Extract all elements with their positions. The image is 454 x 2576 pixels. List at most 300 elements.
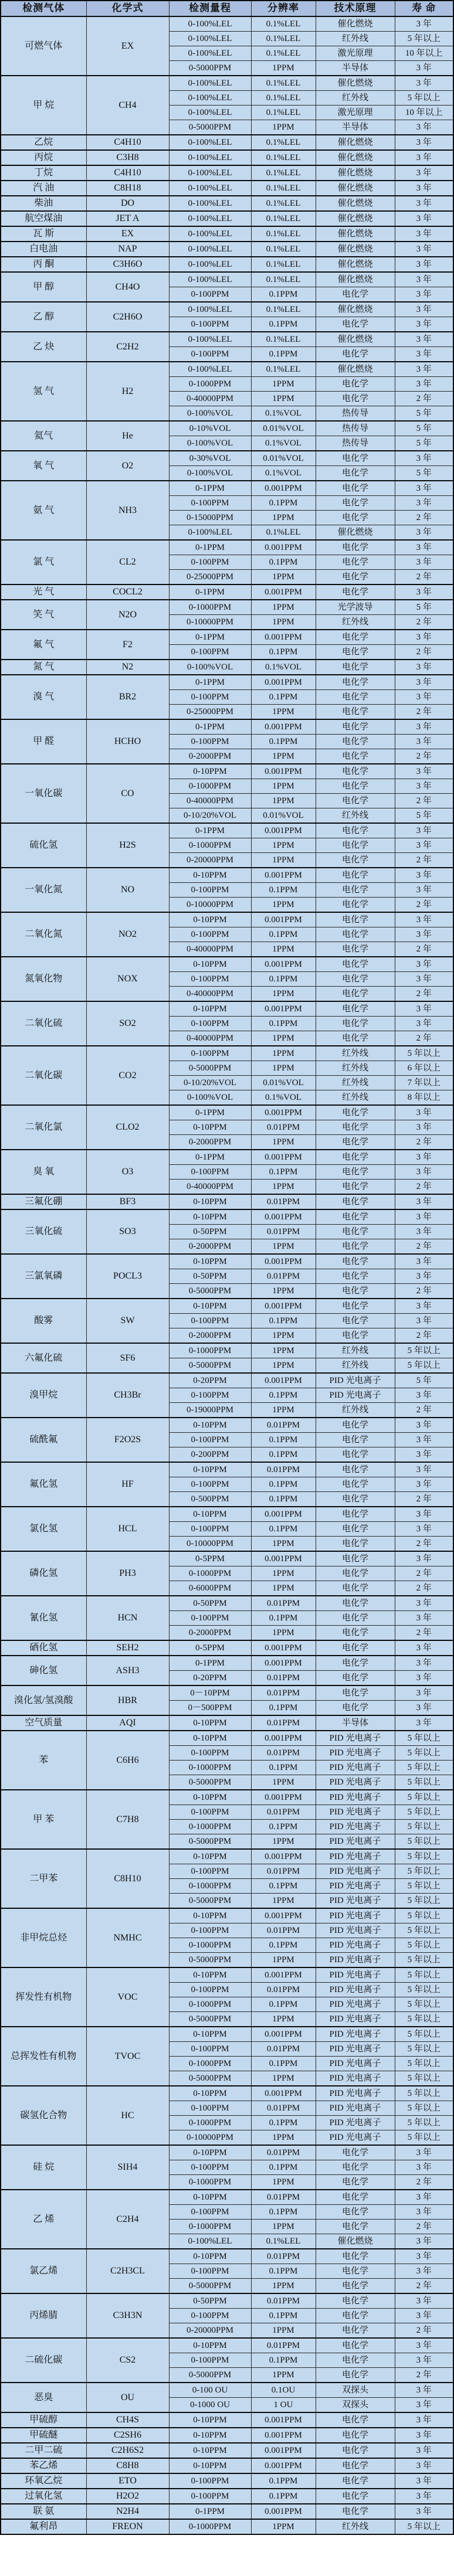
lifetime-cell: 3 年 (395, 2293, 453, 2309)
range-cell: 0-10/20%VOL (169, 1076, 251, 1090)
lifetime-cell: 5 年以上 (395, 1864, 453, 1879)
principle-cell: PID 光电离子 (316, 1923, 395, 1938)
resolution-cell: 0.1%LEL (251, 32, 316, 46)
range-cell: 0-100%LEL (169, 257, 251, 272)
range-cell: 0-2000PPM (169, 749, 251, 764)
table-row (1, 1967, 453, 1983)
principle-cell: PID 光电离子 (316, 1864, 395, 1879)
resolution-cell: 1PPM (251, 749, 316, 764)
range-cell: 0-100PPM (169, 1046, 251, 1061)
range-cell: 0-200PPM (169, 1447, 251, 1463)
principle-cell: 电化学 (316, 1120, 395, 1135)
resolution-cell: 1PPM (251, 1775, 316, 1790)
resolution-cell: 0.1PPM (251, 1477, 316, 1492)
range-cell: 0-19000PPM (169, 1403, 251, 1418)
resolution-cell: 0.1PPM (251, 1997, 316, 2012)
principle-cell: 电化学 (316, 660, 395, 675)
resolution-cell: 0.1%LEL (251, 242, 316, 257)
lifetime-cell: 5 年以上 (395, 2130, 453, 2146)
lifetime-cell: 2 年 (395, 1626, 453, 1641)
range-cell: 0-100%VOL (169, 466, 251, 481)
gas-name-cell: 三氧化硫 (1, 1209, 86, 1254)
resolution-cell: 1PPM (251, 2323, 316, 2339)
principle-cell: 电化学 (316, 2264, 395, 2279)
formula-cell: O2 (86, 451, 169, 481)
lifetime-cell: 5 年以上 (395, 2057, 453, 2071)
principle-cell: 催化燃烧 (316, 181, 395, 196)
principle-cell: PID 光电离子 (316, 2086, 395, 2101)
lifetime-cell: 3 年 (395, 211, 453, 226)
range-cell: 0-40000PPM (169, 392, 251, 406)
gas-name-cell: 空气质量 (1, 1715, 86, 1731)
header-row (1, 1, 453, 16)
range-cell: 0-20000PPM (169, 2323, 251, 2339)
range-cell: 0-1PPM (169, 2504, 251, 2519)
lifetime-cell: 3 年 (395, 272, 453, 287)
table-row (1, 719, 453, 735)
header-resolution: 分辨率 (251, 1, 316, 16)
resolution-cell: 1PPM (251, 2220, 316, 2234)
range-cell: 0-10PPM (169, 1209, 251, 1225)
principle-cell: 红外线 (316, 32, 395, 46)
lifetime-cell: 5 年以上 (395, 91, 453, 106)
lifetime-cell: 3 年 (395, 1150, 453, 1165)
principle-cell: 电化学 (316, 2279, 395, 2294)
range-cell: 0-100PPM (169, 2264, 251, 2279)
formula-cell: CH4O (86, 272, 169, 302)
principle-cell: 电化学 (316, 451, 395, 466)
gas-name-cell: 环氧乙烷 (1, 2473, 86, 2489)
principle-cell: 电化学 (316, 1566, 395, 1581)
table-row (1, 2489, 453, 2504)
resolution-cell: 0.001PPM (251, 2412, 316, 2428)
resolution-cell: 1PPM (251, 2012, 316, 2027)
lifetime-cell: 2 年 (395, 1239, 453, 1255)
principle-cell: 电化学 (316, 570, 395, 585)
lifetime-cell: 3 年 (395, 1477, 453, 1492)
range-cell: 0-1PPM (169, 1150, 251, 1165)
range-cell: 0-20PPM (169, 1373, 251, 1388)
range-cell: 0-100%LEL (169, 181, 251, 196)
range-cell: 0-1PPM (169, 1105, 251, 1120)
lifetime-cell: 5 年以上 (395, 1820, 453, 1834)
formula-cell: N2H4 (86, 2504, 169, 2519)
range-cell: 0-100%LEL (169, 32, 251, 46)
formula-cell: C2H3CL (86, 2249, 169, 2293)
table-row (1, 2190, 453, 2205)
lifetime-cell: 3 年 (395, 1611, 453, 1626)
resolution-cell: 0.01%VOL (251, 808, 316, 824)
principle-cell: 电化学 (316, 2489, 395, 2504)
formula-cell: C2H6O (86, 302, 169, 332)
principle-cell: 电化学 (316, 868, 395, 883)
principle-cell: 电化学 (316, 883, 395, 898)
resolution-cell: 0.1PPM (251, 555, 316, 570)
range-cell: 0-40000PPM (169, 1031, 251, 1046)
range-cell: 0-1PPM (169, 540, 251, 555)
range-cell: 0-10PPM (169, 1849, 251, 1864)
resolution-cell: 0.01PPM (251, 2190, 316, 2205)
principle-cell: 电化学 (316, 838, 395, 853)
principle-cell: 催化燃烧 (316, 165, 395, 181)
range-cell: 0-25000PPM (169, 705, 251, 720)
range-cell: 0-1000PPM (169, 2116, 251, 2130)
formula-cell: SEH2 (86, 1640, 169, 1656)
lifetime-cell: 3 年 (395, 1596, 453, 1611)
formula-cell: NH3 (86, 481, 169, 540)
principle-cell: 催化燃烧 (316, 16, 395, 32)
gas-name-cell: 瓦 斯 (1, 226, 86, 242)
lifetime-cell: 3 年 (395, 2504, 453, 2519)
gas-name-cell: 氧 气 (1, 451, 86, 481)
lifetime-cell: 2 年 (395, 645, 453, 660)
formula-cell: C8H10 (86, 1849, 169, 1908)
resolution-cell: 1PPM (251, 779, 316, 794)
range-cell: 0-1PPM (169, 630, 251, 645)
range-cell: 0-100PPM (169, 555, 251, 570)
range-cell: 0-100PPM (169, 1923, 251, 1938)
lifetime-cell: 3 年 (395, 823, 453, 838)
lifetime-cell: 5 年以上 (395, 1790, 453, 1805)
formula-cell: COCL2 (86, 584, 169, 600)
principle-cell: 电化学 (316, 1328, 395, 1344)
resolution-cell: 1PPM (251, 1031, 316, 1046)
lifetime-cell: 5 年 (395, 808, 453, 824)
resolution-cell: 0.1%LEL (251, 302, 316, 317)
gas-name-cell: 氯化氢 (1, 1507, 86, 1551)
gas-name-cell: 甲硫醇 (1, 2412, 86, 2428)
formula-cell: NO2 (86, 912, 169, 957)
lifetime-cell: 2 年 (395, 749, 453, 764)
principle-cell: PID 光电离子 (316, 1983, 395, 1997)
lifetime-cell: 3 年 (395, 1715, 453, 1731)
lifetime-cell: 3 年 (395, 1209, 453, 1225)
resolution-cell: 0.01PPM (251, 1746, 316, 1761)
lifetime-cell: 5 年 (395, 406, 453, 422)
range-cell: 0-1000PPM (169, 2175, 251, 2190)
principle-cell: 红外线 (316, 2519, 395, 2534)
table-row (1, 660, 453, 675)
gas-name-cell: 甲 醛 (1, 719, 86, 764)
formula-cell: C2H6S2 (86, 2443, 169, 2458)
resolution-cell: 0.001PPM (251, 719, 316, 735)
principle-cell: 催化燃烧 (316, 272, 395, 287)
range-cell: 0-10PPM (169, 1462, 251, 1477)
range-cell: 0-100PPM (169, 2101, 251, 2116)
range-cell: 0-5PPM (169, 1640, 251, 1656)
range-cell: 0-2000PPM (169, 1328, 251, 1344)
resolution-cell: 0.01PPM (251, 1685, 316, 1701)
table-row (1, 257, 453, 272)
lifetime-cell: 5 年以上 (395, 1967, 453, 1983)
resolution-cell: 0.01%VOL (251, 451, 316, 466)
resolution-cell: 0.1PPM (251, 927, 316, 942)
range-cell: 0-40000PPM (169, 794, 251, 808)
range-cell: 0-1PPM (169, 1656, 251, 1671)
gas-name-cell: 氯乙烯 (1, 2249, 86, 2293)
resolution-cell: 1PPM (251, 1894, 316, 1909)
resolution-cell: 1PPM (251, 61, 316, 76)
lifetime-cell: 5 年以上 (395, 1834, 453, 1850)
principle-cell: 光学波导 (316, 600, 395, 615)
principle-cell: 电化学 (316, 496, 395, 511)
lifetime-cell: 3 年 (395, 957, 453, 972)
principle-cell: 红外线 (316, 1090, 395, 1106)
lifetime-cell: 3 年 (395, 1462, 453, 1477)
range-cell: 0-40000PPM (169, 1180, 251, 1195)
lifetime-cell: 5 年以上 (395, 1761, 453, 1775)
range-cell: 0-5000PPM (169, 120, 251, 135)
resolution-cell: 0.1PPM (251, 735, 316, 749)
principle-cell: PID 光电离子 (316, 1967, 395, 1983)
lifetime-cell: 5 年以上 (395, 1938, 453, 1953)
range-cell: 0-100PPM (169, 883, 251, 898)
resolution-cell: 0.001PPM (251, 1209, 316, 1225)
lifetime-cell: 2 年 (395, 2368, 453, 2383)
lifetime-cell: 3 年 (395, 481, 453, 496)
formula-cell: SO2 (86, 1001, 169, 1046)
principle-cell: 催化燃烧 (316, 196, 395, 211)
resolution-cell: 0.1PPM (251, 317, 316, 332)
lifetime-cell: 5 年 (395, 436, 453, 451)
resolution-cell: 0.1PPM (251, 2264, 316, 2279)
resolution-cell: 0.01PPM (251, 2145, 316, 2160)
principle-cell: PID 光电离子 (316, 2012, 395, 2027)
principle-cell: PID 光电离子 (316, 1820, 395, 1834)
principle-cell: 红外线 (316, 91, 395, 106)
resolution-cell: 0.01PPM (251, 2101, 316, 2116)
table-row (1, 540, 453, 555)
table-row (1, 135, 453, 150)
principle-cell: PID 光电离子 (316, 1834, 395, 1850)
formula-cell: EX (86, 226, 169, 242)
resolution-cell: 0.1PPM (251, 645, 316, 660)
range-cell: 0-5000PPM (169, 1953, 251, 1968)
range-cell: 0-100%LEL (169, 226, 251, 242)
lifetime-cell: 3 年 (395, 1388, 453, 1403)
principle-cell: 电化学 (316, 779, 395, 794)
range-cell: 0-1000PPM (169, 1997, 251, 2012)
lifetime-cell: 3 年 (395, 584, 453, 600)
range-cell: 0-100%LEL (169, 362, 251, 377)
lifetime-cell: 5 年以上 (395, 32, 453, 46)
lifetime-cell: 5 年以上 (395, 1343, 453, 1358)
gas-name-cell: 磷化氢 (1, 1551, 86, 1596)
resolution-cell: 0.1%LEL (251, 525, 316, 541)
principle-cell: 电化学 (316, 1507, 395, 1522)
lifetime-cell: 2 年 (395, 1403, 453, 1418)
resolution-cell: 0.1PPM (251, 2353, 316, 2368)
range-cell: 0-10PPM (169, 2145, 251, 2160)
principle-cell: 电化学 (316, 1522, 395, 1537)
principle-cell: PID 光电离子 (316, 2057, 395, 2071)
table-row (1, 1656, 453, 1671)
gas-name-cell: 酸雾 (1, 1299, 86, 1343)
principle-cell: 电化学 (316, 987, 395, 1002)
principle-cell: 电化学 (316, 749, 395, 764)
lifetime-cell: 5 年以上 (395, 1953, 453, 1968)
resolution-cell: 0.01PPM (251, 1462, 316, 1477)
lifetime-cell: 5 年以上 (395, 1046, 453, 1061)
resolution-cell: 1PPM (251, 2279, 316, 2294)
range-cell: 0-10PPM (169, 868, 251, 883)
principle-cell: 电化学 (316, 2175, 395, 2190)
resolution-cell: 0.1%LEL (251, 362, 316, 377)
resolution-cell: 0.001PPM (251, 2458, 316, 2473)
range-cell: 0-100%LEL (169, 46, 251, 61)
resolution-cell: 0.01%VOL (251, 421, 316, 436)
formula-cell: BR2 (86, 675, 169, 719)
lifetime-cell: 2 年 (395, 2220, 453, 2234)
range-cell: 0-10PPM (169, 1194, 251, 1209)
principle-cell: 电化学 (316, 2338, 395, 2353)
principle-cell: 电化学 (316, 2293, 395, 2309)
lifetime-cell: 3 年 (395, 257, 453, 272)
principle-cell: 电化学 (316, 927, 395, 942)
range-cell: 0-100%LEL (169, 16, 251, 32)
lifetime-cell: 5 年以上 (395, 1908, 453, 1923)
gas-name-cell: 过氧化氢 (1, 2489, 86, 2504)
gas-name-cell: 二氧化氯 (1, 1105, 86, 1150)
gas-name-cell: 溴甲烷 (1, 1373, 86, 1418)
resolution-cell: 0.1PPM (251, 1820, 316, 1834)
resolution-cell: 0.01PPM (251, 1983, 316, 1997)
lifetime-cell: 3 年 (395, 735, 453, 749)
resolution-cell: 1PPM (251, 1135, 316, 1150)
lifetime-cell: 3 年 (395, 838, 453, 853)
gas-name-cell: 二氧化硫 (1, 1001, 86, 1046)
range-cell: 0-100PPM (169, 347, 251, 362)
principle-cell: 电化学 (316, 1656, 395, 1671)
gas-name-cell: 丁烷 (1, 165, 86, 181)
principle-cell: PID 光电离子 (316, 1849, 395, 1864)
range-cell: 0-10PPM (169, 2190, 251, 2205)
principle-cell: 电化学 (316, 2368, 395, 2383)
principle-cell: 红外线 (316, 1061, 395, 1076)
gas-name-cell: 二硫化碳 (1, 2338, 86, 2383)
resolution-cell: 0.1PPM (251, 1492, 316, 1507)
table-row (1, 1715, 453, 1731)
table-body (1, 16, 453, 2534)
table-row (1, 1373, 453, 1388)
lifetime-cell: 5 年以上 (395, 1894, 453, 1909)
range-cell: 0-100PPM (169, 2042, 251, 2057)
resolution-cell: 0.1PPM (251, 2160, 316, 2175)
principle-cell: 电化学 (316, 1581, 395, 1596)
resolution-cell: 0.001PPM (251, 1731, 316, 1746)
range-cell: 0-5000PPM (169, 1358, 251, 1374)
resolution-cell: 0.1%LEL (251, 211, 316, 226)
lifetime-cell: 3 年 (395, 1314, 453, 1328)
resolution-cell: 0.1%LEL (251, 332, 316, 347)
resolution-cell: 0.001PPM (251, 1551, 316, 1566)
table-row (1, 823, 453, 838)
resolution-cell: 0.001PPM (251, 1656, 316, 1671)
lifetime-cell: 3 年 (395, 150, 453, 165)
formula-cell: JET A (86, 211, 169, 226)
gas-name-cell: 二氧化碳 (1, 1046, 86, 1105)
principle-cell: 电化学 (316, 675, 395, 690)
table-row (1, 2458, 453, 2473)
resolution-cell: 0.01PPM (251, 1269, 316, 1284)
principle-cell: 电化学 (316, 853, 395, 868)
range-cell: 0-10/20%VOL (169, 808, 251, 824)
lifetime-cell: 3 年 (395, 2383, 453, 2398)
range-cell: 0-100%LEL (169, 302, 251, 317)
range-cell: 0-100%VOL (169, 1090, 251, 1106)
resolution-cell: 1PPM (251, 570, 316, 585)
lifetime-cell: 3 年 (395, 16, 453, 32)
table-row (1, 451, 453, 466)
range-cell: 0-10PPM (169, 2412, 251, 2428)
formula-cell: F2O2S (86, 1418, 169, 1462)
principle-cell: PID 光电离子 (316, 1938, 395, 1953)
gas-name-cell: 笑 气 (1, 600, 86, 630)
resolution-cell: 0.1PPM (251, 883, 316, 898)
resolution-cell: 0.1%LEL (251, 150, 316, 165)
lifetime-cell: 2 年 (395, 794, 453, 808)
principle-cell: 双探头 (316, 2383, 395, 2398)
principle-cell: 电化学 (316, 912, 395, 927)
range-cell: 0-20PPM (169, 1671, 251, 1686)
resolution-cell: 0.1PPM (251, 2057, 316, 2071)
resolution-cell: 1PPM (251, 898, 316, 913)
formula-cell: CS2 (86, 2338, 169, 2383)
principle-cell: 电化学 (316, 2504, 395, 2519)
principle-cell: PID 光电离子 (316, 1761, 395, 1775)
resolution-cell: 0.001PPM (251, 868, 316, 883)
resolution-cell: 1PPM (251, 1180, 316, 1195)
principle-cell: 电化学 (316, 287, 395, 303)
resolution-cell: 1PPM (251, 2519, 316, 2534)
resolution-cell: 0.01PPM (251, 1418, 316, 1433)
resolution-cell: 0.001PPM (251, 1967, 316, 1983)
range-cell: 0-5000PPM (169, 1894, 251, 1909)
table-row (1, 630, 453, 645)
gas-name-cell: 三氯氧磷 (1, 1254, 86, 1299)
table-row (1, 165, 453, 181)
gas-name-cell: 二甲苯 (1, 1849, 86, 1908)
gas-name-cell: 甲 醇 (1, 272, 86, 302)
formula-cell: C3H3N (86, 2293, 169, 2338)
principle-cell: PID 光电离子 (316, 1373, 395, 1388)
range-cell: 0-100%LEL (169, 525, 251, 541)
gas-name-cell: 溴 气 (1, 675, 86, 719)
formula-cell: TVOC (86, 2027, 169, 2086)
principle-cell: 电化学 (316, 540, 395, 555)
lifetime-cell: 3 年 (395, 525, 453, 541)
lifetime-cell: 5 年 (395, 421, 453, 436)
lifetime-cell: 3 年 (395, 181, 453, 196)
lifetime-cell: 3 年 (395, 1447, 453, 1463)
range-cell: 0-50PPM (169, 1225, 251, 1239)
principle-cell: 电化学 (316, 377, 395, 392)
range-cell: 0-10PPM (169, 1120, 251, 1135)
range-cell: 0-100PPM (169, 1746, 251, 1761)
lifetime-cell: 3 年 (395, 242, 453, 257)
range-cell: 0-10PPM (169, 2086, 251, 2101)
principle-cell: 电化学 (316, 1225, 395, 1239)
resolution-cell: 0.1PPM (251, 347, 316, 362)
lifetime-cell: 5 年以上 (395, 1731, 453, 1746)
gas-name-cell: 甲 烷 (1, 76, 86, 135)
lifetime-cell: 2 年 (395, 2175, 453, 2190)
range-cell: 0-100PPM (169, 1611, 251, 1626)
resolution-cell: 0.001PPM (251, 1640, 316, 1656)
formula-cell: HCN (86, 1596, 169, 1640)
principle-cell: PID 光电离子 (316, 1997, 395, 2012)
principle-cell: PID 光电离子 (316, 2027, 395, 2042)
